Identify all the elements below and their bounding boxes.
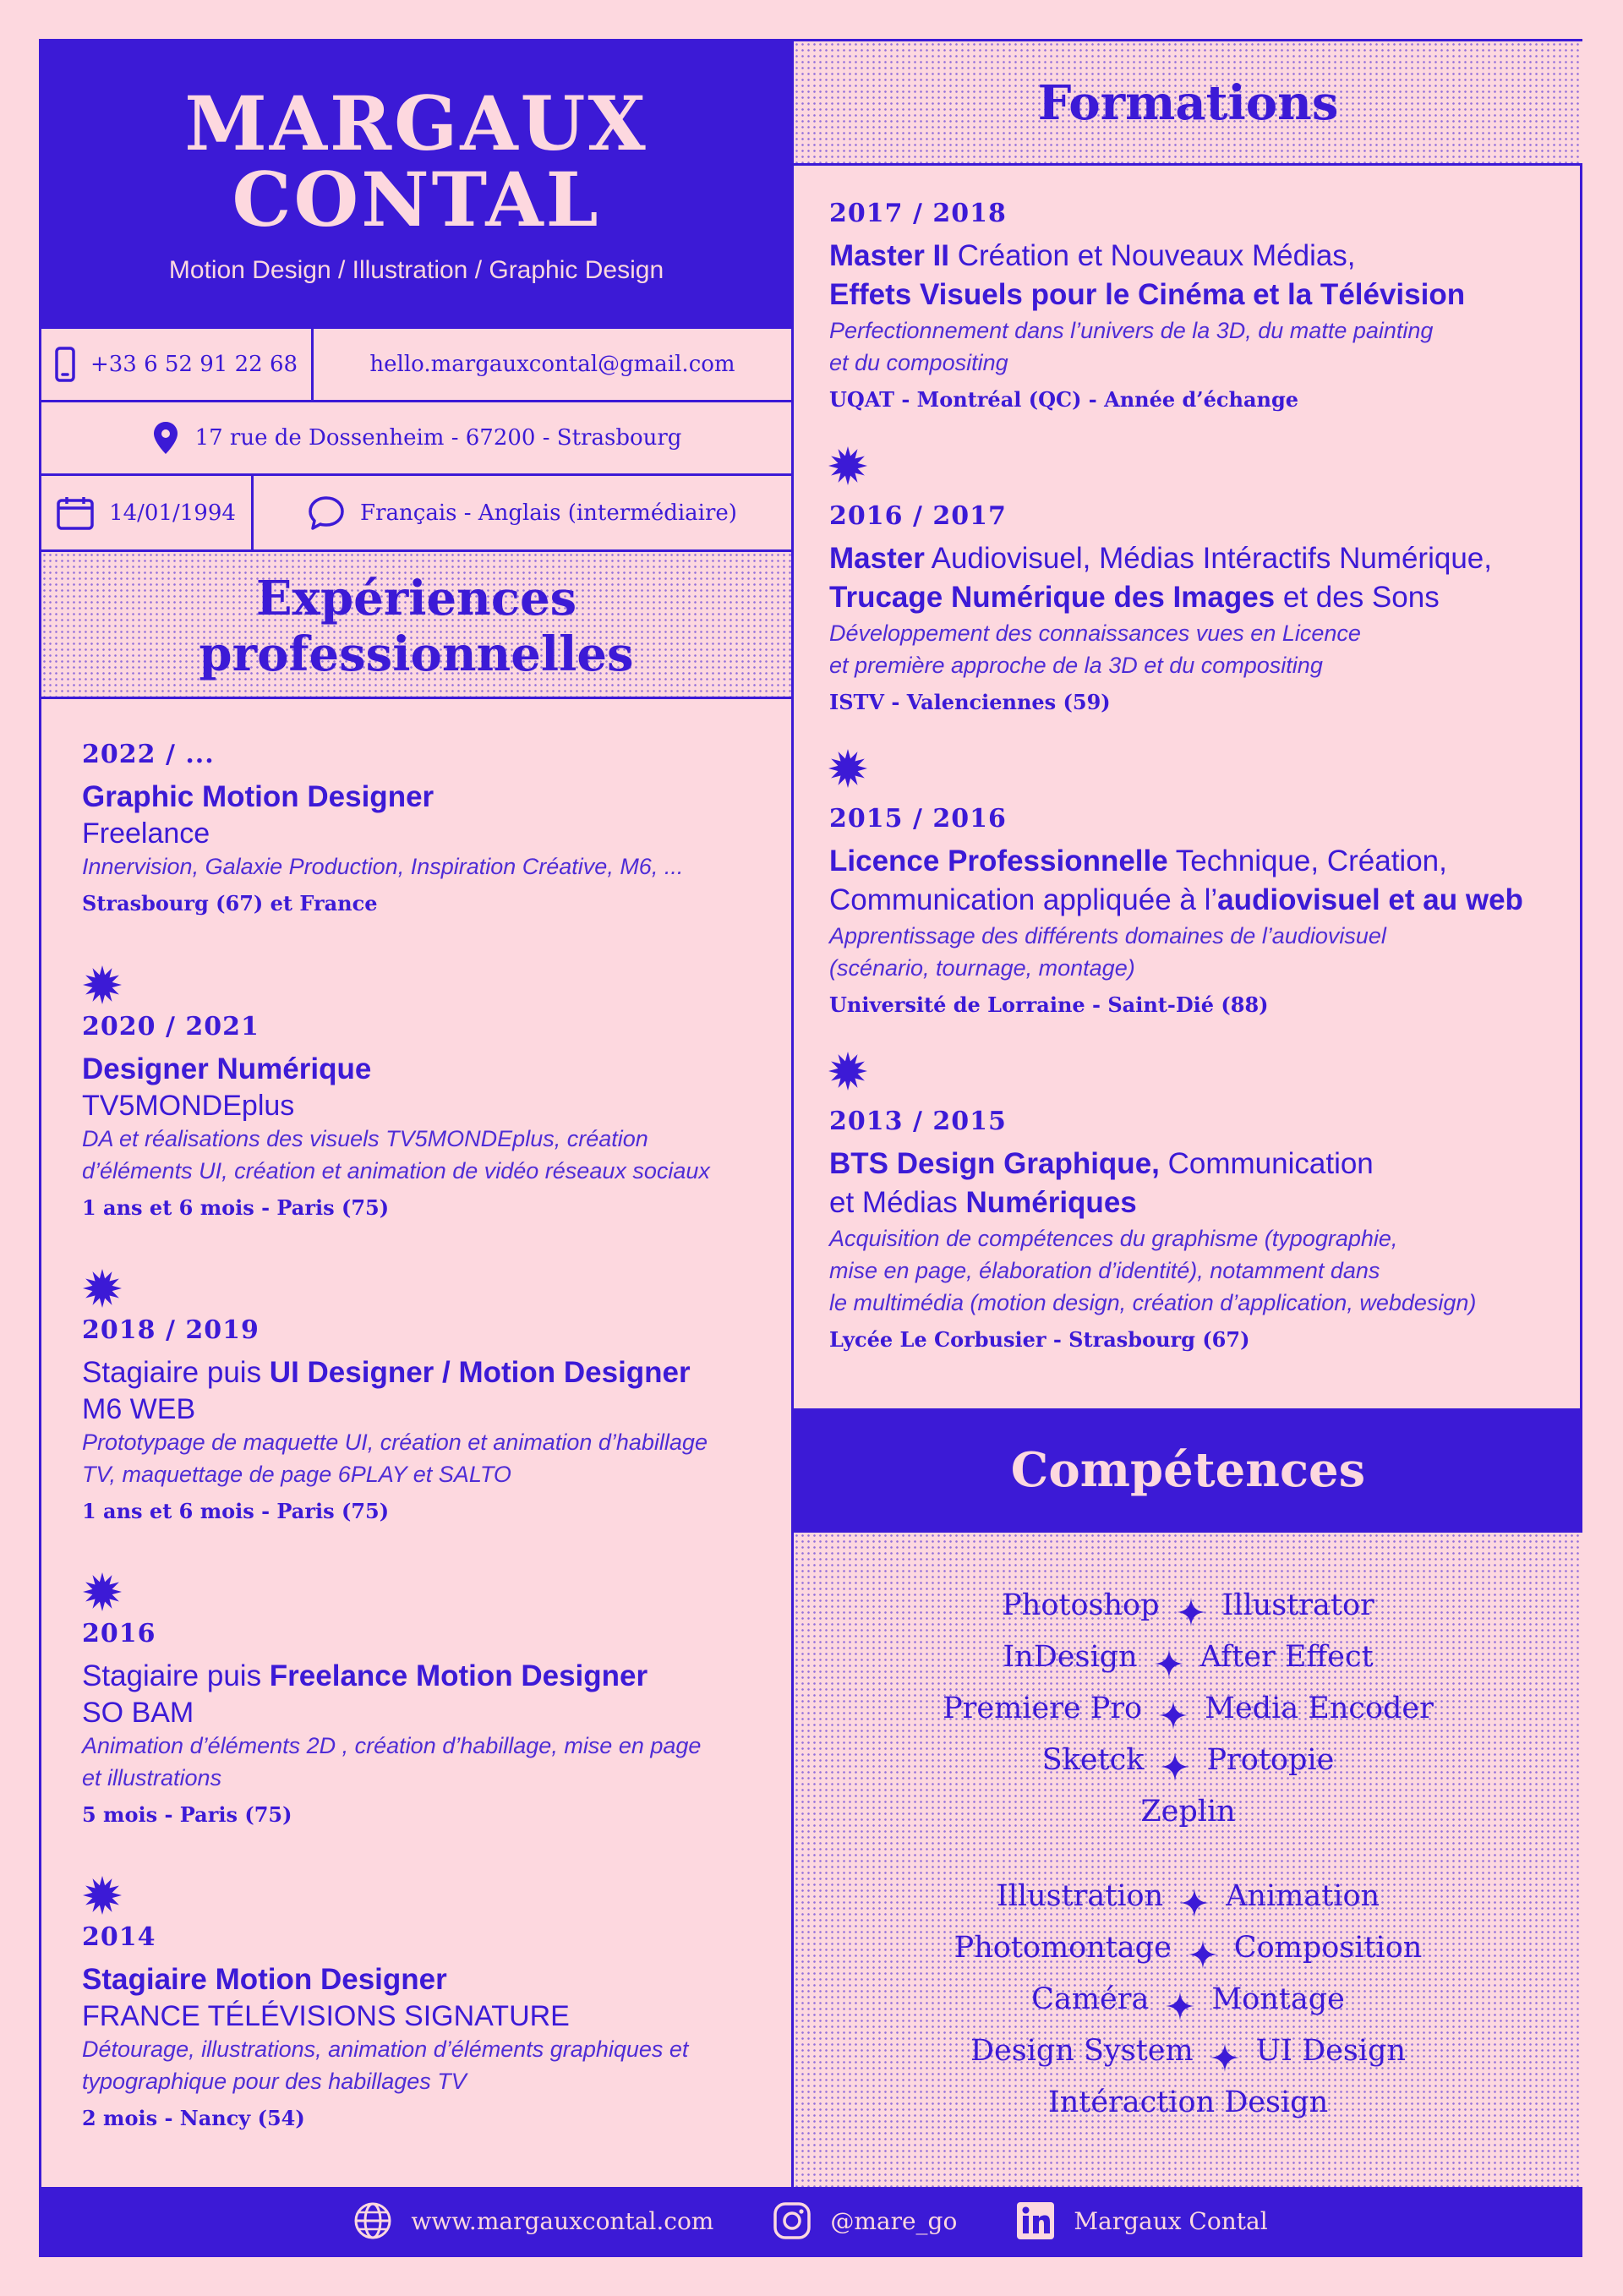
experience-role bbox=[82, 1353, 775, 1392]
formation-title-line bbox=[829, 1145, 1573, 1184]
experience-place: 5 mois - Paris (75) bbox=[82, 1802, 292, 1827]
tagline: Motion Design / Illustration / Graphic Design bbox=[168, 256, 664, 284]
phone-cell[interactable] bbox=[41, 329, 314, 400]
formation-title-bold: Master bbox=[829, 542, 925, 575]
experience-description: d’éléments UI, création et animation de vidéo réseaux sociaux bbox=[82, 1158, 710, 1184]
skill-line bbox=[794, 1683, 1582, 1735]
formation-place: UQAT - Montréal (QC) - Année d’échange bbox=[829, 387, 1299, 412]
email-address: hello.margauxcontal@gmail.com bbox=[369, 352, 735, 377]
experience-year: 2018 / 2019 bbox=[82, 1315, 260, 1345]
skill-line bbox=[794, 1632, 1582, 1683]
experiences-title bbox=[41, 552, 791, 682]
formation-place: Université de Lorraine - Saint-Dié (88) bbox=[829, 992, 1269, 1017]
competences-body bbox=[794, 1533, 1582, 2187]
experience-role bbox=[82, 1050, 775, 1089]
footer bbox=[41, 2187, 1580, 2255]
starburst-icon bbox=[82, 965, 123, 1005]
instagram-text: @mare_go bbox=[830, 2206, 958, 2235]
experience-role-title: UI Designer / Motion Designer bbox=[269, 1356, 691, 1389]
formation-title-bold: Licence Professionnelle bbox=[829, 845, 1168, 877]
experience-role-title: Freelance Motion Designer bbox=[269, 1659, 648, 1692]
phone-number: +33 6 52 91 22 68 bbox=[90, 352, 298, 377]
formation-title-bold: Trucage Numérique des Images bbox=[829, 581, 1276, 614]
experience-place: 1 ans et 6 mois - Paris (75) bbox=[82, 1195, 390, 1220]
experience-description: Détourage, illustrations, animation d’éléments graphiques et bbox=[82, 2036, 689, 2062]
formation-title-text: Audiovisuel, Médias Intéractifs Numérique, bbox=[924, 542, 1492, 575]
experience-entry bbox=[82, 1012, 775, 1220]
formation-title-bold: BTS Design Graphique, bbox=[829, 1147, 1160, 1180]
experience-company: Freelance bbox=[82, 817, 210, 850]
experience-place: 2 mois - Nancy (54) bbox=[82, 2106, 305, 2130]
sparkle-icon bbox=[1161, 1747, 1189, 1775]
website-link[interactable] bbox=[353, 2201, 713, 2240]
birthdate: 14/01/1994 bbox=[109, 500, 236, 526]
formation-description: Perfectionnement dans l’univers de la 3D, du matte painting bbox=[829, 318, 1434, 343]
software-item: Premiere Pro bbox=[943, 1692, 1143, 1725]
website-text: www.margauxcontal.com bbox=[411, 2206, 714, 2235]
formation-title-bold: audiovisuel et au web bbox=[1217, 883, 1523, 916]
experience-description: TV, maquettage de page 6PLAY et SALTO bbox=[82, 1462, 511, 1487]
experience-role-title: Graphic Motion Designer bbox=[82, 780, 434, 813]
last-name: CONTAL bbox=[232, 156, 601, 243]
experience-company: M6 WEB bbox=[82, 1393, 196, 1425]
software-item: After Effect bbox=[1199, 1640, 1374, 1674]
languages-cell bbox=[254, 476, 791, 549]
software-item: Zeplin bbox=[1140, 1795, 1236, 1829]
experience-description: DA et réalisations des visuels TV5MONDEplus, création bbox=[82, 1126, 648, 1151]
experience-role bbox=[82, 778, 775, 817]
first-name: MARGAUX bbox=[184, 79, 648, 167]
software-item: Illustrator bbox=[1221, 1588, 1374, 1622]
skill-item: Caméra bbox=[1031, 1982, 1150, 2016]
formation-entry bbox=[829, 804, 1573, 1017]
experience-entry bbox=[82, 740, 775, 916]
contact-row-1 bbox=[41, 326, 791, 400]
formation-entry bbox=[829, 199, 1573, 412]
formation-title-line bbox=[829, 1184, 1573, 1222]
competences-title: Compétences bbox=[1010, 1442, 1366, 1498]
software-item: Media Encoder bbox=[1205, 1692, 1434, 1725]
formation-year: 2017 / 2018 bbox=[829, 199, 1007, 228]
experience-entry bbox=[82, 1619, 775, 1827]
skill-item: Design System bbox=[970, 2034, 1194, 2068]
instagram-link[interactable] bbox=[773, 2201, 957, 2240]
skill-item: Intéraction Design bbox=[1047, 2086, 1329, 2119]
skill-item: Montage bbox=[1211, 1982, 1345, 2016]
experience-role-title: Stagiaire Motion Designer bbox=[82, 1963, 447, 1996]
formation-year: 2013 / 2015 bbox=[829, 1107, 1007, 1136]
right-column bbox=[794, 41, 1582, 2187]
formation-title-line bbox=[829, 539, 1573, 578]
starburst-icon bbox=[82, 1572, 123, 1612]
cv-header bbox=[41, 41, 791, 326]
birthdate-cell bbox=[41, 476, 254, 549]
formation-title-text: Communication appliquée à l’ bbox=[829, 883, 1218, 916]
sparkle-icon bbox=[1155, 1643, 1183, 1672]
experience-role bbox=[82, 1960, 775, 1999]
experiences-header bbox=[41, 549, 791, 699]
experience-description: et illustrations bbox=[82, 1765, 222, 1790]
speech-bubble-icon bbox=[308, 495, 345, 531]
formation-entry bbox=[829, 501, 1573, 714]
linkedin-link[interactable] bbox=[1016, 2201, 1267, 2240]
software-item: InDesign bbox=[1003, 1640, 1138, 1674]
left-column bbox=[41, 41, 794, 2187]
instagram-icon bbox=[773, 2201, 812, 2240]
formations-header bbox=[794, 41, 1582, 166]
formation-title-line bbox=[829, 842, 1573, 881]
experience-role-title: Designer Numérique bbox=[82, 1052, 372, 1085]
linkedin-icon bbox=[1016, 2201, 1055, 2240]
experience-year: 2022 / ... bbox=[82, 740, 215, 769]
globe-icon bbox=[353, 2201, 392, 2240]
formation-description: le multimédia (motion design, création d’application, webdesign) bbox=[829, 1290, 1477, 1315]
experience-company: SO BAM bbox=[82, 1697, 194, 1729]
experience-year: 2020 / 2021 bbox=[82, 1012, 260, 1041]
skill-item: Photomontage bbox=[954, 1931, 1172, 1965]
languages: Français - Anglais (intermédiaire) bbox=[360, 500, 737, 526]
experience-entry bbox=[82, 1922, 775, 2130]
skills-list bbox=[794, 1871, 1582, 2129]
experience-description: Animation d’éléments 2D , création d’habillage, mise en page bbox=[82, 1733, 702, 1758]
contact-row-2 bbox=[41, 400, 791, 473]
formation-year: 2015 / 2016 bbox=[829, 804, 1007, 834]
formation-title-text: Communication bbox=[1159, 1147, 1374, 1180]
formation-title-line bbox=[829, 276, 1573, 314]
skill-item: UI Design bbox=[1255, 2034, 1406, 2068]
experience-place: 1 ans et 6 mois - Paris (75) bbox=[82, 1499, 390, 1523]
address: 17 rue de Dossenheim - 67200 - Strasbourg bbox=[194, 425, 682, 451]
experience-entry bbox=[82, 1315, 775, 1523]
software-item: Sketck bbox=[1041, 1743, 1145, 1777]
software-item: Photoshop bbox=[1002, 1588, 1160, 1622]
formation-description: mise en page, élaboration d’identité), notamment dans bbox=[829, 1258, 1380, 1283]
formation-place: ISTV - Valenciennes (59) bbox=[829, 690, 1111, 714]
competences-header bbox=[794, 1408, 1582, 1533]
email-cell[interactable] bbox=[314, 329, 791, 400]
address-cell bbox=[41, 402, 791, 473]
starburst-icon bbox=[82, 1875, 123, 1916]
sparkle-icon bbox=[1166, 1986, 1194, 2014]
sparkle-icon bbox=[1210, 2037, 1239, 2066]
formation-title-bold: Effets Visuels pour le Cinéma et la Télévision bbox=[829, 278, 1466, 311]
skill-line bbox=[794, 2025, 1582, 2077]
formation-year: 2016 / 2017 bbox=[829, 501, 1007, 531]
formation-title-bold: Numériques bbox=[965, 1186, 1137, 1219]
skill-line bbox=[794, 2077, 1582, 2129]
formation-description: Acquisition de compétences du graphisme (typographie, bbox=[829, 1226, 1398, 1251]
formation-title-text: et Médias bbox=[829, 1186, 966, 1219]
calendar-icon bbox=[57, 496, 94, 530]
formation-title-text: Technique, Création, bbox=[1167, 845, 1447, 877]
skill-line bbox=[794, 1735, 1582, 1786]
formations-title: Formations bbox=[1037, 75, 1339, 131]
full-name bbox=[41, 41, 791, 243]
formation-title-text: Création et Nouveaux Médias, bbox=[949, 239, 1356, 272]
skill-item: Animation bbox=[1226, 1879, 1380, 1913]
experience-company: TV5MONDEplus bbox=[82, 1090, 295, 1122]
formation-title-text: et des Sons bbox=[1275, 581, 1440, 614]
experience-role-prefix: Stagiaire puis bbox=[82, 1659, 270, 1692]
sparkle-icon bbox=[1177, 1592, 1205, 1621]
experiences-title-line2: professionnelles bbox=[199, 626, 634, 682]
starburst-icon bbox=[828, 1051, 868, 1091]
phone-icon bbox=[55, 347, 75, 382]
formation-title-line bbox=[829, 578, 1573, 617]
experience-description: typographique pour des habillages TV bbox=[82, 2069, 467, 2094]
skill-line bbox=[794, 1580, 1582, 1632]
sparkle-icon bbox=[1189, 1934, 1217, 1963]
skill-line bbox=[794, 1871, 1582, 1922]
formation-description: et première approche de la 3D et du compositing bbox=[829, 653, 1323, 678]
software-item: Protopie bbox=[1206, 1743, 1335, 1777]
skill-line bbox=[794, 1786, 1582, 1838]
starburst-icon bbox=[828, 748, 868, 789]
experience-description: Prototypage de maquette UI, création et animation d’habillage bbox=[82, 1430, 708, 1455]
experience-company: FRANCE TÉLÉVISIONS SIGNATURE bbox=[82, 2000, 570, 2032]
formation-title-line bbox=[829, 237, 1573, 276]
experiences-title-line1: Expériences bbox=[255, 571, 577, 626]
formation-place: Lycée Le Corbusier - Strasbourg (67) bbox=[829, 1327, 1250, 1352]
formation-description: et du compositing bbox=[829, 350, 1008, 375]
formation-title-line bbox=[829, 881, 1573, 920]
formation-description: Développement des connaissances vues en Licence bbox=[829, 620, 1361, 646]
experience-description: Innervision, Galaxie Production, Inspiration Créative, M6, ... bbox=[82, 854, 684, 879]
software-list bbox=[794, 1580, 1582, 1838]
experience-place: Strasbourg (67) et France bbox=[82, 891, 378, 916]
skill-item: Composition bbox=[1233, 1931, 1423, 1965]
experience-role bbox=[82, 1657, 775, 1696]
formation-description: Apprentissage des différents domaines de l’audiovisuel bbox=[829, 923, 1386, 948]
experience-year: 2014 bbox=[82, 1922, 156, 1952]
experience-role-prefix: Stagiaire puis bbox=[82, 1356, 270, 1389]
starburst-icon bbox=[82, 1268, 123, 1309]
sparkle-icon bbox=[1180, 1883, 1209, 1911]
formation-title-bold: Master II bbox=[829, 239, 949, 272]
starburst-icon bbox=[828, 446, 868, 486]
skill-line bbox=[794, 1974, 1582, 2025]
linkedin-text: Margaux Contal bbox=[1074, 2206, 1268, 2235]
contact-row-3 bbox=[41, 473, 791, 549]
location-pin-icon bbox=[151, 420, 180, 456]
cv-frame bbox=[39, 39, 1582, 2257]
formation-description: (scénario, tournage, montage) bbox=[829, 955, 1135, 981]
skill-line bbox=[794, 1922, 1582, 1974]
skill-item: Illustration bbox=[996, 1879, 1164, 1913]
experience-year: 2016 bbox=[82, 1619, 156, 1648]
formation-entry bbox=[829, 1107, 1573, 1352]
sparkle-icon bbox=[1159, 1695, 1188, 1724]
